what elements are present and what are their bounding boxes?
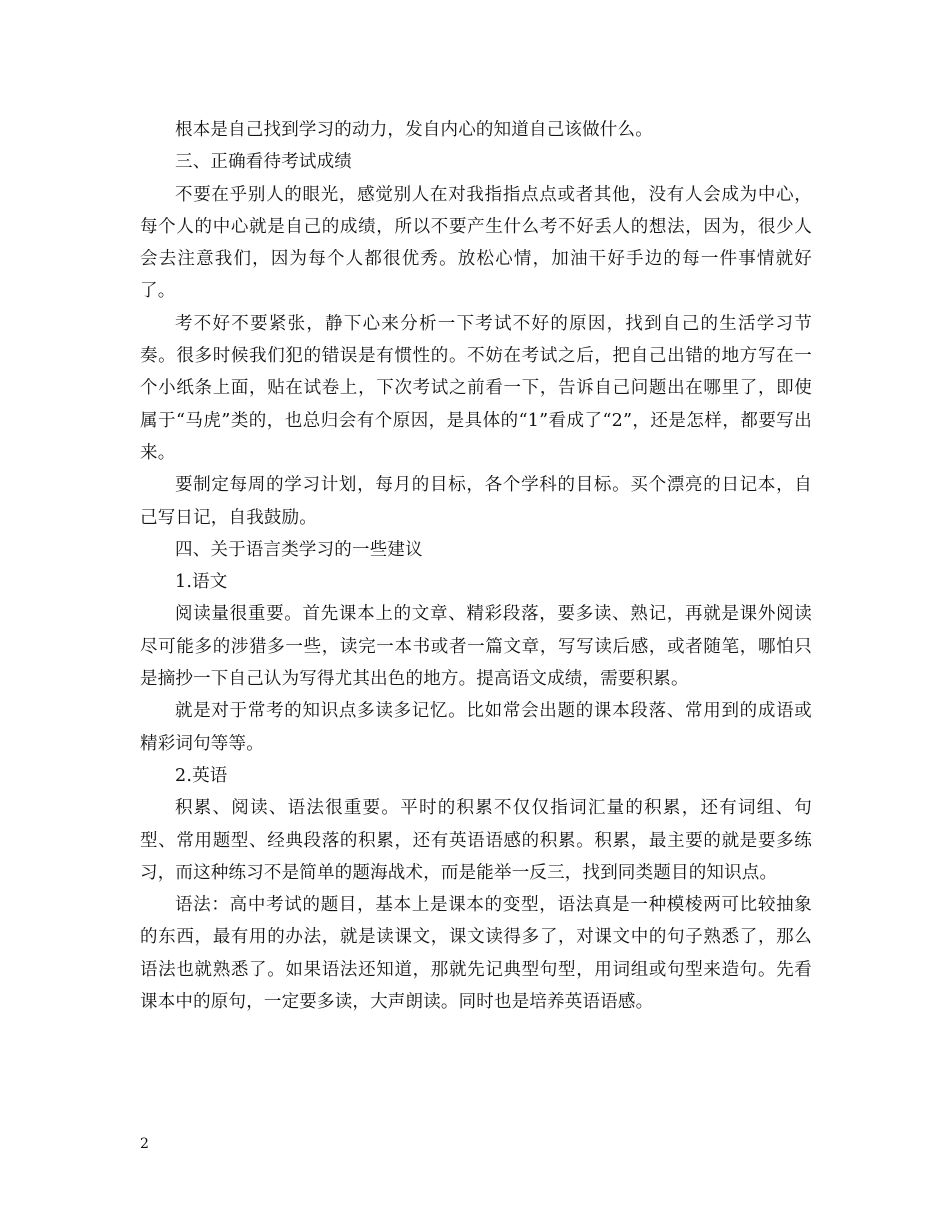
paragraph-motivation-end: 根本是自己找到学习的动力，发自内心的知道自己该做什么。 [175, 120, 653, 140]
paragraph-analyze-mistakes: 考不好不要紧张，静下心来分析一下考试不好的原因，找到自己的生活学习节奏。很多时候我们犯的错误是有惯性的。不妨在考试之后，把自己出错的地方写在一个小纸条上面，贴在试卷上，下次考试之前看一下，告诉自己问题出在哪里了，即使属于“马虎”类的，也总归会有个原因，是具体的“1”看成了“2”，还是怎样，都要写出来。 [140, 313, 812, 463]
paragraph-study-plan: 要制定每周的学习计划，每月的目标，各个学科的目标。买个漂亮的日记本，自己写日记，自我鼓励。 [140, 475, 812, 528]
document-body [140, 114, 812, 1018]
paragraph-memorize: 就是对于常考的知识点多读多记忆。比如常会出题的课本段落、常用到的成语或精彩词句等等。 [140, 701, 812, 754]
heading-section-3: 三、正确看待考试成绩 [175, 152, 352, 173]
subheading-english: 2.英语 [175, 765, 228, 786]
paragraph-reading: 阅读量很重要。首先课本上的文章、精彩段落，要多读、熟记，再就是课外阅读尽可能多的涉猎多一些，读完一本书或者一篇文章，写写读后感，或者随笔，哪怕只是摘抄一下自己认为写得尤其出色的地方。提高语文成绩，需要积累。 [140, 604, 812, 690]
paragraph-others-opinion: 不要在乎别人的眼光，感觉别人在对我指指点点或者其他，没有人会成为中心，每个人的中心就是自己的成绩，所以不要产生什么考不好丢人的想法，因为，很少人会去注意我们，因为每个人都很优秀。放松心情，加油干好手边的每一件事情就好了。 [140, 184, 812, 302]
paragraph-accumulation: 积累、阅读、语法很重要。平时的积累不仅仅指词汇量的积累，还有词组、句型、常用题型、经典段落的积累，还有英语语感的积累。积累，最主要的就是要多练习，而这种练习不是简单的题海战术，而是能举一反三，找到同类题目的知识点。 [140, 798, 812, 883]
page-number: 2 [140, 1136, 149, 1152]
heading-section-4: 四、关于语言类学习的一些建议 [175, 539, 423, 560]
paragraph-grammar: 语法：高中考试的题目，基本上是课本的变型，语法真是一种模棱两可比较抽象的东西，最有用的办法，就是读课文，课文读得多了，对课文中的句子熟悉了，那么语法也就熟悉了。如果语法还知道，那就先记典型句型，用词组或句型来造句。先看课本中的原句，一定要多读，大声朗读。同时也是培养英语语感。 [140, 895, 812, 1013]
subheading-chinese: 1.语文 [175, 572, 228, 593]
